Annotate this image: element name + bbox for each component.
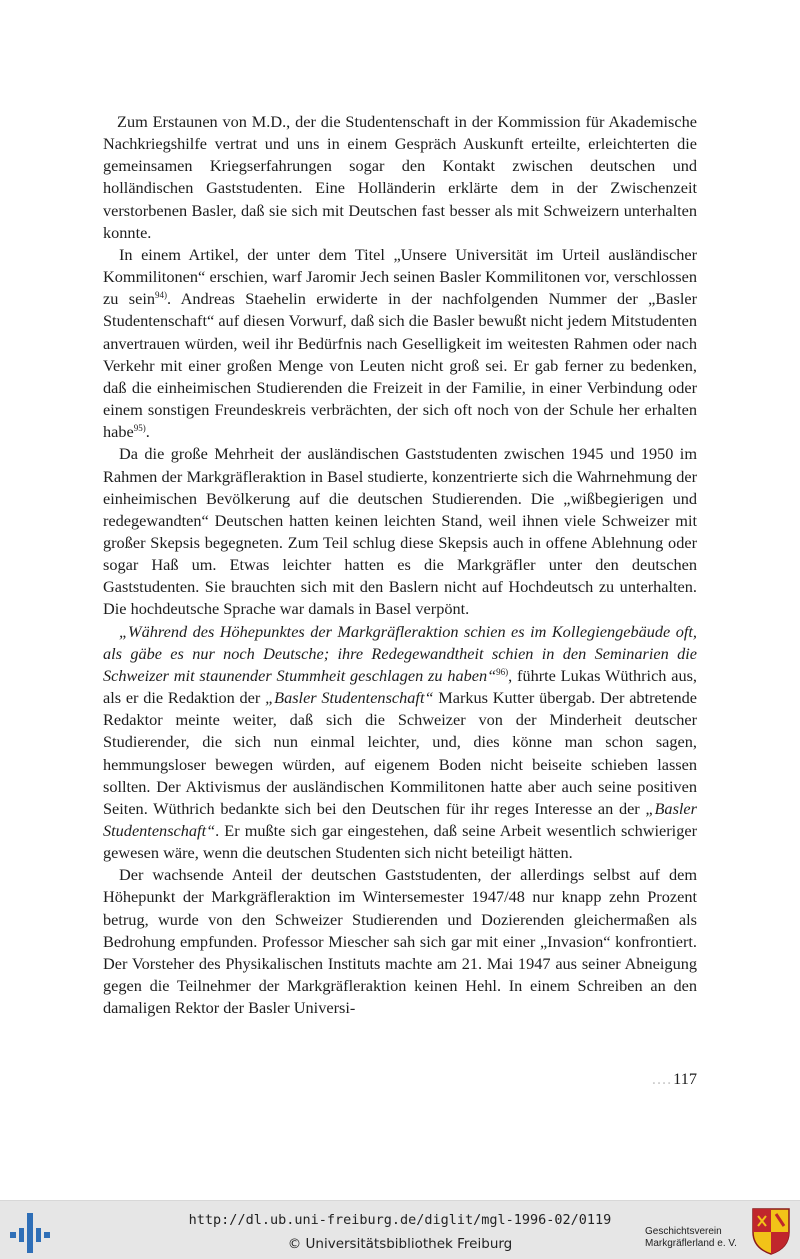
footer-bar (0, 1200, 800, 1259)
page-number-value: 117 (673, 1069, 697, 1088)
footer-url-link[interactable]: http://dl.ub.uni-freiburg.de/diglit/mgl-1996-02/0119 (188, 1212, 612, 1228)
society-name-line-2: Markgräflerland e. V. (645, 1237, 737, 1249)
society-name (645, 1226, 737, 1249)
footnote-ref-96: 96) (496, 666, 509, 677)
paragraph-3: Da die große Mehrheit der ausländischen Gaststudenten zwischen 1945 und 1950 im Rahmen der Markgräfleraktion in Basel studierte, konzentrierte sich die Wahrnehmung der einheimischen Bevölkerung auf die deutschen Studierenden. Die „wißbegierigen und redegewandten“ Deutschen hatten keinen leichten Stand, weil ihnen viele Schweizer mit großer Skepsis begegneten. Zum Teil schlug diese Skepsis auch in offene Ablehnung oder sogar Haß um. Etwas leichter hatten es die Markgräfler unter den deutschen Gaststudenten. Sie brauchten sich mit den Baslern nicht auf Hochdeutsch zu unterhalten. Die hochdeutsche Sprache war damals in Basel verpönt. (103, 444, 697, 619)
paragraph-2-text-c: . (145, 422, 150, 442)
paragraph-1: Zum Erstaunen von M.D., der die Studentenschaft in der Kommission für Akademische Nachkriegshilfe vertrat und uns in einem Gespräch Auskunft erteilte, erleichterten die gemeinsamen Kriegserfahrungen sogar den Kontakt zwischen deutschen und holländischen Gaststudenten. Eine Holländerin erklärte dem in der Zwischenzeit verstorbenen Basler, daß sie sich mit Deutschen fast besser als mit Schweizern unterhalten konnte. (103, 112, 697, 242)
paragraph-2 (103, 244, 697, 443)
paragraph-5: Der wachsende Anteil der deutschen Gaststudenten, der allerdings selbst auf dem Höhepunkt der Markgräfleraktion im Wintersemester 1947/48 nur knapp zehn Prozent betrug, wurde von den Schweizer Studierenden und Dozierenden gleichermaßen als Bedrohung empfunden. Professor Miescher sah sich gar mit einer „Invasion“ konfrontiert. Der Vorsteher des Physikalischen Instituts machte am 21. Mai 1947 aus seiner Abneigung gegen die Teilnehmer der Markgräfleraktion keinen Hehl. In einem Schreiben an den damaligen Rektor der Basler Universi- (103, 865, 697, 1018)
paragraph-2-text-a: In einem Artikel, der unter dem Titel „Unsere Universität im Urteil ausländischer Kommilitonen“ erschien, warf Jaromir Jech seinen Basler Kommilitonen vor, verschlossen zu sein (103, 244, 697, 309)
society-name-line-1: Geschichtsverein (645, 1226, 722, 1237)
paragraph-4-text-c: Markus Kutter übergab. Der abtretende Redaktor meinte weiter, daß sich die Schweizer von der Minderheit deutscher Studierender, die sich nun einmal leichter, und, dies könne man schon sagen, hemmungsloser bewegen würden, auf eigenem Boden nicht beiseite schieben lassen sollten. Der Aktivismus der ausländischen Kommilitonen hatte aber auch seine positiven Seiten. Wüthrich bedankte sich bei den Deutschen für ihr reges Interesse an der (103, 688, 698, 818)
footer-copyright: © Universitätsbibliothek Freiburg (287, 1236, 513, 1252)
page-text (103, 111, 697, 1019)
publication-title-1: „Basler Studentenschaft“ (265, 688, 434, 708)
paragraph-4-text-b: , führte Lukas Wüthrich aus, als er die Redaktion der (103, 665, 698, 708)
page-number (652, 1069, 697, 1089)
coat-of-arms-icon (750, 1206, 792, 1256)
paragraph-2-text-b: . Andreas Staehelin erwiderte in der nachfolgenden Nummer der „Basler Studentenschaft“ auf diesen Vorwurf, daß sich die Basler bewußt nicht jedem Mitstudenten anvertrauen würden, weil ihr Bedürfnis nach Geselligkeit im weitesten Rahmen oder nach Verkehr mit einer großen Menge von Leuten nicht groß sei. Er gab ferner zu bedenken, daß die einheimischen Studierenden die Freizeit in der Familie, in einer Verbindung oder einem sonstigen Freundeskreis verbrächten, der sich oft noch von der Schule her erhalten habe (103, 289, 697, 442)
paragraph-4 (103, 621, 697, 865)
page-number-dots: .... (651, 1069, 673, 1088)
paragraph-4-text-d: . Er mußte sich gar eingestehen, daß seine Arbeit wesentlich schwieriger gewesen wäre, wenn die deutschen Studenten sich nicht beteiligt hätten. (103, 821, 697, 863)
quote-wuethrich: „Während des Höhepunktes der Markgräfleraktion schien es im Kollegiengebäude oft, als gäbe es nur noch Deutsche; ihre Redegewandtheit schien in den Seminarien die Schweizer mit staunender Stummheit geschlagen zu haben“ (103, 621, 697, 685)
footnote-ref-95: 95) (133, 423, 146, 434)
footnote-ref-94: 94) (155, 290, 168, 301)
publication-title-2: „Basler Studentenschaft“ (103, 798, 697, 840)
